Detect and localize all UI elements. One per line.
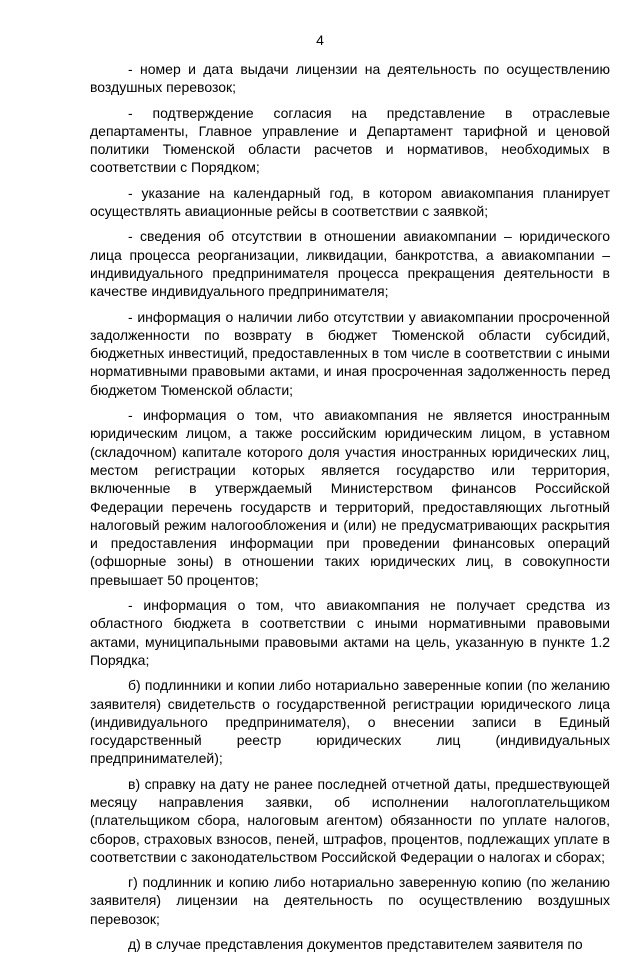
paragraph-item-d: д) в случае представления документов представителем заявителя по bbox=[128, 936, 583, 953]
paragraph-no-other-funds: - информация о том, что авиакомпания не получает средства из областного бюджета в соответствии с иными нормативными правовыми актами, муниципальными правовыми актами на цель, указанную в пункте 1.2 Порядка; bbox=[90, 597, 610, 668]
paragraph-license-number: - номер и дата выдачи лицензии на деятельность по осуществлению воздушных перевозок; bbox=[90, 61, 610, 96]
document-body bbox=[90, 60, 610, 960]
paragraph-item-v: в) справку на дату не ранее последней отчетной даты, предшествующей месяцу направления заявки, об исполнении налогоплательщиком (плательщиком сбора, налоговым агентом) обязанности по уплате налогов, сборов, страховых взносов, пеней, штрафов, процентов, подлежащих уплате в соответствии с законодательством Российской Федерации о налогах и сборах; bbox=[90, 775, 610, 865]
paragraph-calendar-year: - указание на календарный год, в котором авиакомпания планирует осуществлять авиационные рейсы в соответствии с заявкой; bbox=[90, 184, 610, 220]
paragraph-item-g: г) подлинник и копию либо нотариально заверенную копию (по желанию заявителя) лицензии на деятельность по осуществлению воздушных перевозок; bbox=[90, 874, 610, 927]
paragraph-item-b: б) подлинники и копии либо нотариально заверенные копии (по желанию заявителя) свидетельств о государственной регистрации юридического лица (индивидуального предпринимателя), о внесении записи в Единый государственный реестр юридических лиц (индивидуальных предпринимателей); bbox=[90, 677, 610, 767]
paragraph-overdue-debt: - информация о наличии либо отсутствии у авиакомпании просроченной задолженности по возврату в бюджет Тюменской области субсидий, бюджетных инвестиций, предоставленных в том числе в соответствии с иными нормативными правовыми актами, и иная просроченная задолженность перед бюджетом Тюменской области; bbox=[90, 308, 610, 398]
paragraph-no-reorganization: - сведения об отсутствии в отношении авиакомпании – юридического лица процесса реорганизации, ликвидации, банкротства, а авиакомпании – индивидуального предпринимателя процесса прекращения деятельности в качестве индивидуального предпринимателя; bbox=[90, 228, 610, 300]
paragraph-consent-confirmation: - подтверждение согласия на представление в отраслевые департаменты, Главное управление и Департамент тарифной и ценовой политики Тюменской области расчетов и нормативов, необходимых в соответствии с Порядком; bbox=[90, 104, 610, 176]
page-number: 4 bbox=[316, 32, 324, 48]
paragraph-foreign-entity: - информация о том, что авиакомпания не является иностранным юридическим лицом, а также российским юридическим лицом, в уставном (складочном) капитале которого доля участия иностранных юридических лиц, местом регистрации которых является государство или территория, включенные в утверждаемый Министерством финансов Российской Федерации перечень государств и территорий, предоставляющих льготный налоговый режим налогообложения и (или) не предусматривающих раскрытия и предоставления информации при проведении финансовых операций (офшорные зоны) в отношении таких юридических лиц, в совокупности превышает 50 процентов; bbox=[90, 407, 610, 588]
